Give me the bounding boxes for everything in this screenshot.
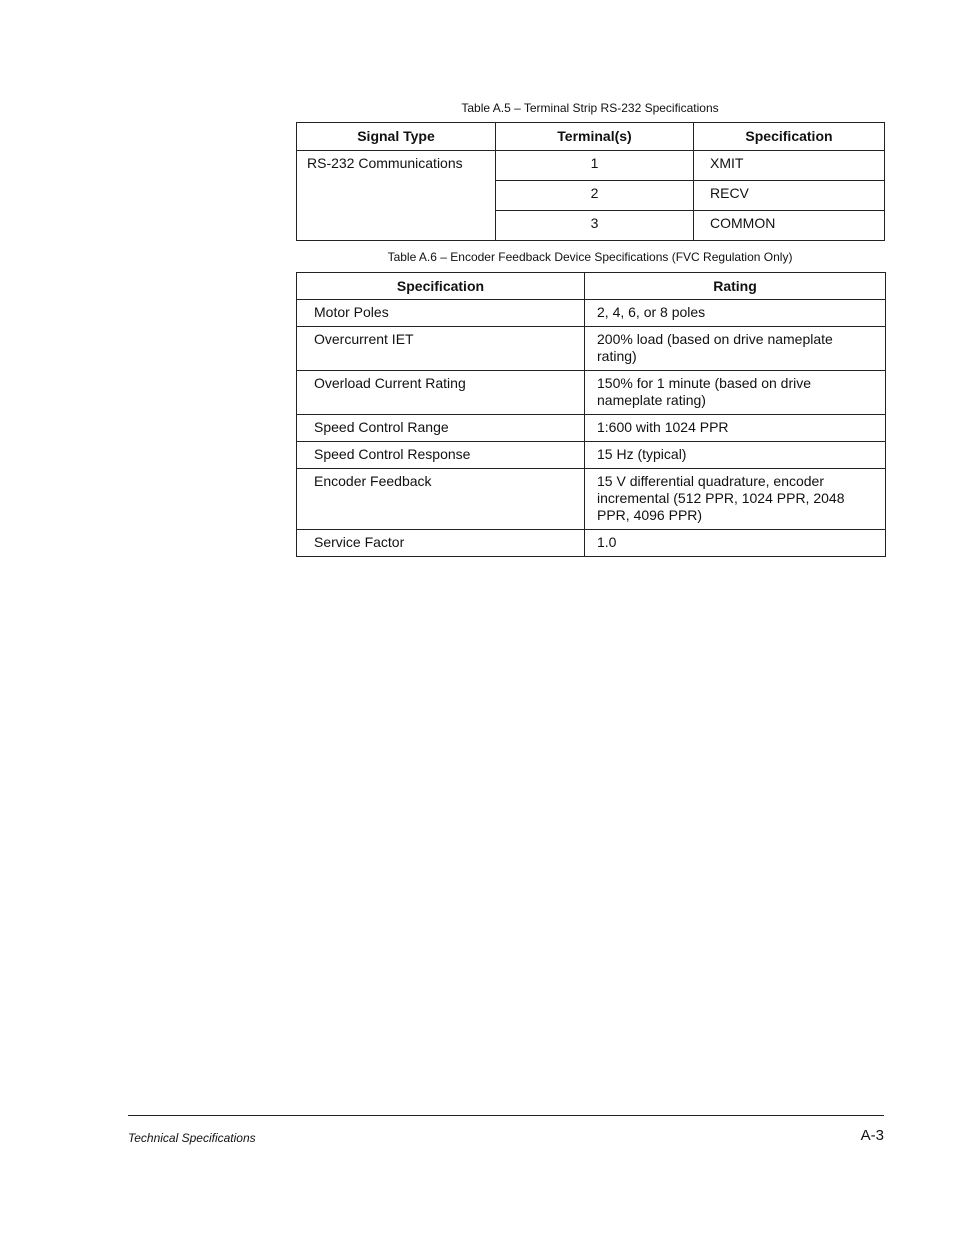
page-number: A-3 (860, 1127, 884, 1144)
table-row (297, 151, 885, 181)
specification-cell: Speed Control Response (297, 442, 585, 469)
table-a5-caption: Table A.5 – Terminal Strip RS-232 Specifications (461, 101, 719, 115)
table-a5 (296, 122, 885, 241)
table-row (297, 415, 886, 442)
table-header-row (297, 123, 885, 151)
table-row (297, 442, 886, 469)
rating-cell: 1.0 (585, 530, 886, 557)
table-header-row (297, 273, 886, 300)
specification-cell: Encoder Feedback (297, 469, 585, 530)
rating-cell: 2, 4, 6, or 8 poles (585, 300, 886, 327)
table-row (297, 300, 886, 327)
footer-divider (128, 1115, 884, 1116)
specification-cell: RECV (694, 181, 885, 211)
table-row (297, 371, 886, 415)
specification-cell: Service Factor (297, 530, 585, 557)
specification-cell: Motor Poles (297, 300, 585, 327)
specification-cell: COMMON (694, 211, 885, 241)
rating-cell: 150% for 1 minute (based on drive nameplate rating) (585, 371, 886, 415)
table-a6 (296, 272, 886, 557)
table-row (297, 469, 886, 530)
terminal-cell: 2 (496, 181, 694, 211)
specification-cell: Overcurrent IET (297, 327, 585, 371)
column-header-specification: Specification (297, 273, 585, 300)
rating-cell: 200% load (based on drive nameplate rating) (585, 327, 886, 371)
rating-cell: 1:600 with 1024 PPR (585, 415, 886, 442)
column-header-specification: Specification (694, 123, 885, 151)
column-header-signal-type: Signal Type (297, 123, 496, 151)
column-header-rating: Rating (585, 273, 886, 300)
signal-type-cell: RS-232 Communications (297, 151, 496, 241)
specification-cell: Speed Control Range (297, 415, 585, 442)
rating-cell: 15 Hz (typical) (585, 442, 886, 469)
table-row (297, 530, 886, 557)
terminal-cell: 3 (496, 211, 694, 241)
column-header-terminals: Terminal(s) (496, 123, 694, 151)
rating-cell: 15 V differential quadrature, encoder incremental (512 PPR, 1024 PPR, 2048 PPR, 4096 PPR) (585, 469, 886, 530)
table-row (297, 327, 886, 371)
terminal-cell: 1 (496, 151, 694, 181)
specification-cell: XMIT (694, 151, 885, 181)
table-a6-caption: Table A.6 – Encoder Feedback Device Specifications (FVC Regulation Only) (387, 250, 793, 264)
specification-cell: Overload Current Rating (297, 371, 585, 415)
footer-section-title: Technical Specifications (128, 1131, 256, 1145)
